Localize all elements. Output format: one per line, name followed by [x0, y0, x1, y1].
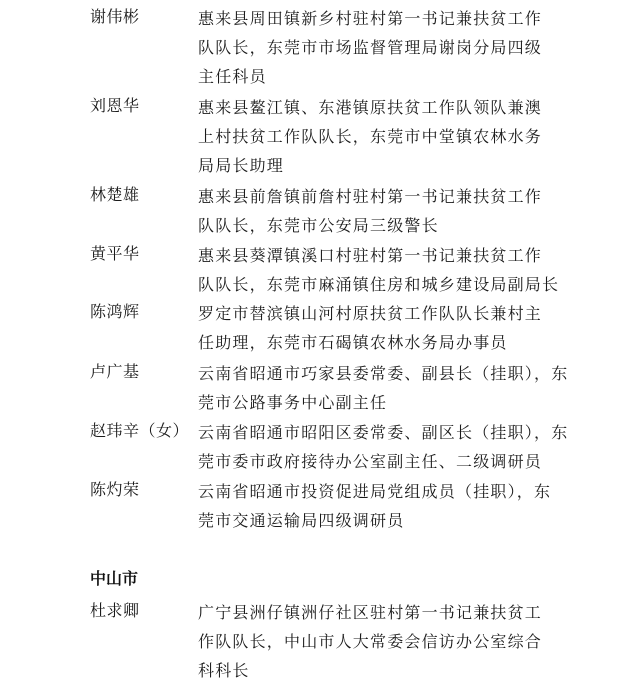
person-name: 黄平华 — [90, 244, 140, 263]
description-line: 罗定市替滨镇山河村原扶贫工作队队长兼村主 — [198, 304, 543, 323]
description-line: 云南省昭通市投资促进局党组成员（挂职），东 — [198, 482, 552, 501]
description-line: 莞市公路事务中心副主任 — [198, 393, 388, 412]
person-name: 林楚雄 — [90, 185, 140, 204]
description-line: 莞市交通运输局四级调研员 — [198, 511, 405, 530]
description-line: 作队队长，中山市人大常委会信访办公室综合 — [198, 632, 543, 651]
person-name: 赵玮辛（女） — [90, 421, 190, 440]
person-name: 杜求卿 — [90, 601, 140, 620]
description-line: 主任科员 — [198, 67, 267, 86]
person-description — [198, 4, 558, 91]
person-description — [198, 241, 558, 299]
person-name: 陈鸿辉 — [90, 302, 140, 321]
description-line: 上村扶贫工作队队长，东莞市中堂镇农林水务 — [198, 127, 543, 146]
description-line: 云南省昭通市昭阳区委常委、副区长（挂职），东 — [198, 423, 569, 442]
person-name: 陈灼荣 — [90, 480, 140, 499]
description-line: 队队长，东莞市公安局三级警长 — [198, 216, 439, 235]
person-description — [198, 598, 558, 685]
person-description — [198, 93, 558, 180]
person-description — [198, 182, 558, 240]
description-line: 科科长 — [198, 661, 250, 680]
description-line: 任助理，东莞市石碣镇农林水务局办事员 — [198, 333, 508, 352]
description-line: 惠来县鳌江镇、东港镇原扶贫工作队领队兼澳 — [198, 98, 543, 117]
description-line: 惠来县前詹镇前詹村驻村第一书记兼扶贫工作 — [198, 187, 543, 206]
section-heading: 中山市 — [90, 569, 139, 588]
person-name: 谢伟彬 — [90, 7, 140, 26]
description-line: 广宁县洲仔镇洲仔社区驻村第一书记兼扶贫工 — [198, 603, 543, 622]
person-description — [198, 477, 558, 535]
description-line: 惠来县葵潭镇溪口村驻村第一书记兼扶贫工作 — [198, 246, 543, 265]
description-line: 队队长，东莞市市场监督管理局谢岗分局四级 — [198, 38, 543, 57]
description-line: 队队长，东莞市麻涌镇住房和城乡建设局副局长 — [198, 275, 560, 294]
person-description — [198, 299, 558, 357]
person-description — [198, 418, 569, 476]
person-name: 刘恩华 — [90, 96, 140, 115]
description-line: 莞市委市政府接待办公室副主任、二级调研员 — [198, 452, 543, 471]
person-description — [198, 359, 569, 417]
description-line: 云南省昭通市巧家县委常委、副县长（挂职），东 — [198, 364, 569, 383]
description-line: 惠来县周田镇新乡村驻村第一书记兼扶贫工作 — [198, 9, 543, 28]
person-name: 卢广基 — [90, 362, 140, 381]
description-line: 局局长助理 — [198, 156, 285, 175]
